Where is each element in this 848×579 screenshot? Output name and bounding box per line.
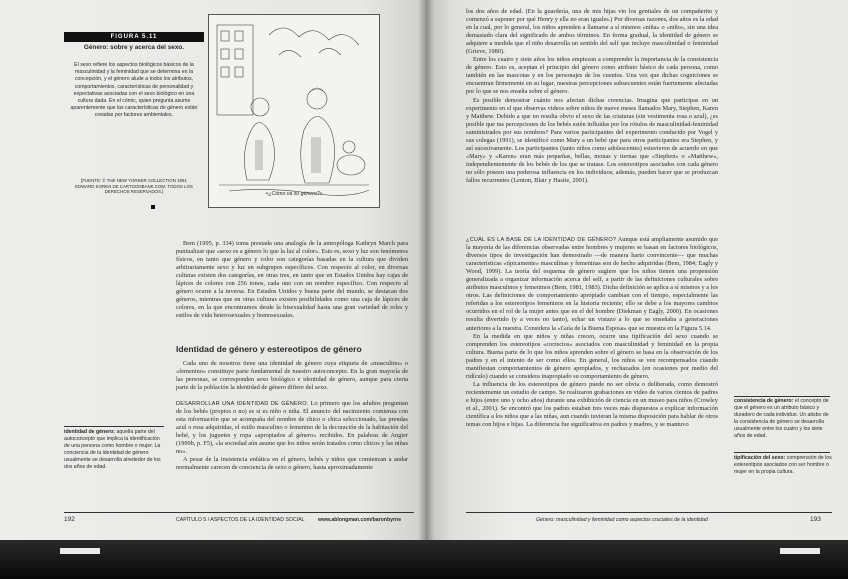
- subsection-text-2: Aunque está ampliamente asumido que la mayoría de las diferencias observadas entre hombres y mujeres se basan en factores biológicos, diversos tipos de investigación han demostrado —de manera harto convincente— que muchas características «típicamente» masculinas y femeninas son de hecho adquiridas (Bem, 1984; Eagly y Wood, 1999). La teoría del esquema de género sugiere que los niños tienen una propensión generalizada a organizar información acerca del self, a partir de las definiciones culturales sobre atributos masculinos y femeninos (Bem, 1981, 1983). Dicha definición se aplica a sí mismos y a los otros. Las definiciones de comportamiento apropiado cambian con el tiempo, especialmente las referidas a los estereotipos femeninos en la historia reciente; ello se debe a los mayores cambios ocurridos en el rol de la mujer antes que en el del hombre (Diekman y Eagly, 2000). En ocasiones resulta divertido (y a veces no tanto), echar un vistazo a lo que se enseñaba a generaciones anteriores a la nuestra. Considera la «Guía de la Buena Esposa» que se muestra en la Figura 5.14.: [466, 236, 718, 332]
- paragraph-5: La influencia de los estereotipos de género puede no ser obvia o deliberada, como demostró recientemente un estudio de campo. Se realizaron grabaciones en video de varios cientos de padres e hijos (entre uno y ocho años) durante una exhibición de ciencia en un museo para niños (Crowley et al., 2001). Se encontró que los padres estaban tres veces más dispuestos a explicar información científica a los niños que a las niñas, aun cuando tuvieran la misma disposición para hablar de otros temas con hijos e hijas. La diferencia fue significativa en padres y madres, y se mantuvo: [466, 380, 718, 429]
- gloss-term-2: tipificación del sexo:: [734, 455, 786, 461]
- right-column-top: [466, 8, 718, 185]
- section-paragraph: Cada uno de nosotros tiene una identidad de género cuya etiqueta de «masculino» o «femenino» constituye parte fundamental de nuestro autoconcepto. En la gran mayoría de las personas, se corresponden sexo biológico e identidad de género, aunque para cierta parte de la población la identidad de género difiere del sexo.: [176, 360, 408, 392]
- cartoon-image: [208, 14, 380, 208]
- subsection-paragraph: [176, 400, 408, 456]
- gloss-definition-2: comprensión de los estereotipos asociados con ser hombre o mujer en la propia cultura.: [734, 455, 832, 475]
- gloss-definition: aquella parte del autoconcepto que implica la identificación de una persona como hombre o mujer. La conciencia de la identidad de género usualmente se desarrolla alrededor de los dos años de edad.: [64, 429, 161, 470]
- paragraph-2: Entre los cuatro y siete años los niños empiezan a comprender la importancia de la consistencia de género. Esto es, aceptan el principio del género como atributo básico de cada persona, como también en las mascotas y en los personajes de los cuentos. Una vez que dichas cogniciones se encuentran firmemente en su lugar, nuestras percepciones subsecuentes están fuertemente afectadas por lo que se nos enseña sobre el género.: [466, 56, 718, 96]
- subsection-text: Lo primero que los adultos preguntan de los bebés (propios o no) es si es niño o niña. El anuncio del nacimiento comienza con esta información que se acompaña del nombre de chico o chica seleccionado, las prendas azul o rosa adquiridas, el estilo masculino o femenino de la decoración de la habitación del bebé, y los juguetes y ropa «apropiados al género» recibidos. En palabras de Angier (1999b, p. F5), «la sociedad aún asume que los niños serán tratados como chicos y las niñas no».: [176, 400, 409, 456]
- footer-chapter: CAPÍTULO 5 / ASPECTOS DE LA IDENTIDAD SOCIAL: [176, 517, 305, 523]
- cartoon-caption: «¿Cómo va su género?»: [265, 191, 323, 197]
- figure-caption: El sexo refiere los aspectos biológicos básicos de la masculinidad y la feminidad que se determina en la concepción, y el género alude a todos los atributos, comportamientos, características de personalidad y expectativas asociadas con el sexo biológico en una cultura dada. En el cómic, quien pregunta asume aparentemente que las características de género están creadas por factores ambientales.: [70, 62, 198, 119]
- page-number-right: 193: [810, 516, 821, 523]
- subsection-heading: DESARROLLAR UNA IDENTIDAD DE GÉNERO.: [176, 401, 309, 407]
- cartoon-drawing: [209, 15, 379, 207]
- gloss-rule: [64, 426, 164, 427]
- footer-text-right: Género: masculinidad y feminidad como aspectos cruciales de la identidad: [536, 517, 708, 523]
- figure-label: FIGURA 5.11: [64, 32, 204, 42]
- right-column-bottom: [466, 236, 718, 429]
- paragraph-3: Es posible demostrar cuánto nos afectan dichas creencias. Imagina que participas en un experimento en el que observas videos sobre niños de nueve meses llamados Mary, Stephen, Karen y Matthew. Debido a que no resulta obvio el sexo de las criaturas (sin vestimenta rosa o azul), ¿es posible que tus percepciones de los bebés estén influidas por los rótulos de masculinidad-feminidad suministrados por sus nombres? Para varios participantes del experimento conducido por Vogel y sus colegas (1991), se identificó como Mary a un bebé que para otros participantes era Stephen, y así sucesivamente. Los participantes (tanto niños como adolescentes) estuvieron de acuerdo en que «Mary» y «Karen» eran más pequeñas, bellas, monas y tiernas que «Stephen» o «Matthew», independientemente de los bebés de los que se tratase. Los estereotipos asociados con cada género no sólo poseen una poderosa influencia en los individuos; además, pueden hacer que se produzcan fallos recurrentes (Lenton, Blair y Hastie, 2001).: [466, 96, 718, 184]
- gloss-tipificacion-sexo: [734, 455, 832, 476]
- section-body: [176, 360, 408, 392]
- closing-paragraph: A pesar de la insistencia enfática en el género, bebés y niños que comienzan a andar normalmente carecen de conciencia de sexo o género, hasta aproximadamente: [176, 456, 408, 472]
- subsection-paragraph-2: [466, 236, 718, 333]
- section-heading: Identidad de género y estereotipos de género: [176, 344, 362, 354]
- gloss-term: identidad de género:: [64, 429, 116, 435]
- footer-rule-right: [466, 512, 832, 513]
- scan-artifact-left: [60, 548, 100, 554]
- gloss-identidad-genero: [64, 429, 166, 470]
- figure-title: Género: sobre y acerca del sexo.: [83, 44, 185, 51]
- book-gutter: [418, 0, 434, 548]
- scan-artifact-right: [780, 548, 820, 554]
- gloss-term-1: consistencia de género:: [734, 398, 794, 404]
- page-number-left: 192: [64, 516, 75, 523]
- subsection-body: [176, 400, 408, 472]
- gloss-rule-1: [734, 396, 830, 397]
- scan-shadow: [0, 540, 848, 579]
- paragraph-4: En la medida en que niños y niñas crecen, ocurre una tipificación del sexo cuando se comprenden los estereotipos «correctos» asociados con masculinidad y feminidad en la propia cultura. Buena parte de lo que los niños aprenden sobre el género se basa en la observación de los padres y en el intento de ser como ellos. En general, los niños se ven recompensados cuando manifiestan comportamientos de género apropiados, y rechazados (en ocasiones por medio del ridículo) cuando se considera inapropiado su comportamiento de género.: [466, 332, 718, 380]
- gloss-definition-1: el concepto de que el género es un atributo básico y duradero de cada individuo. Un atisbo de la consistencia de género se desarrolla usualmente entre los cuatro y los siete años de edad.: [734, 398, 829, 439]
- figure-end-mark: [151, 205, 155, 209]
- gloss-consistencia-genero: [734, 398, 832, 439]
- intro-text: Bem (1995, p. 334) toma prestada una analogía de la antropóloga Kathryn March para puntualizar que «sexo es a género lo que la luz al color». Esto es, sexo y luz son fenómenos físicos, en tanto que género y color son categorías basadas en la cultura que dividen arbitrariamente sexo y luz en subgrupos específicos. Con respecto al color, en diversas culturas existen dos categorías, en otras tres, en tanto que en Estados Unidos hay cajas de lápices de colores con 256 tonos, cada uno con un nombre específico. Con respecto al género ocurre a la inversa. En Estados Unidos y buena parte del mundo, se destacan dos géneros, mientras que en otras culturas existen posibilidades como una caja de lápices de colores, en la que encontramos desde la bisexualidad hasta una gran variedad de roles y estilos de vida heterosexuales y homosexuales.: [176, 240, 408, 320]
- left-page: [0, 0, 426, 548]
- footer-url: www.ablongman.com/baronbyrne: [318, 517, 402, 523]
- right-page: [426, 0, 848, 548]
- paragraph-1: los dos años de edad. (En la guardería, una de mis hijas vio los genitales de un compañerito y comenzó a suponer por qué Henry y ella no eran iguales.) Por diversas razones, dos años es la edad en la cual, por lo general, los niños aprenden a llamarse a sí mismos «niña» o «niño», sin una idea demasiado clara del significado de ambos términos. En forma gradual, la identidad de género se adquiere a medida que el niño desarrolla un sentido del self que incluye masculinidad o feminidad (Grieve, 1980).: [466, 8, 718, 56]
- footer-rule: [64, 512, 414, 513]
- figure-source: [FUENTE: © THE NEW YORKER COLLECTION 1991 EDWARD KOREN DE CARTOONBANK.COM. TODOS LOS DERECHOS RESERVADOS.]: [75, 178, 193, 195]
- subsection-heading-2: ¿CUÁL ES LA BASE DE LA IDENTIDAD DE GÉNERO?: [466, 237, 617, 243]
- intro-paragraph: [176, 240, 408, 320]
- gloss-rule-2: [734, 452, 830, 453]
